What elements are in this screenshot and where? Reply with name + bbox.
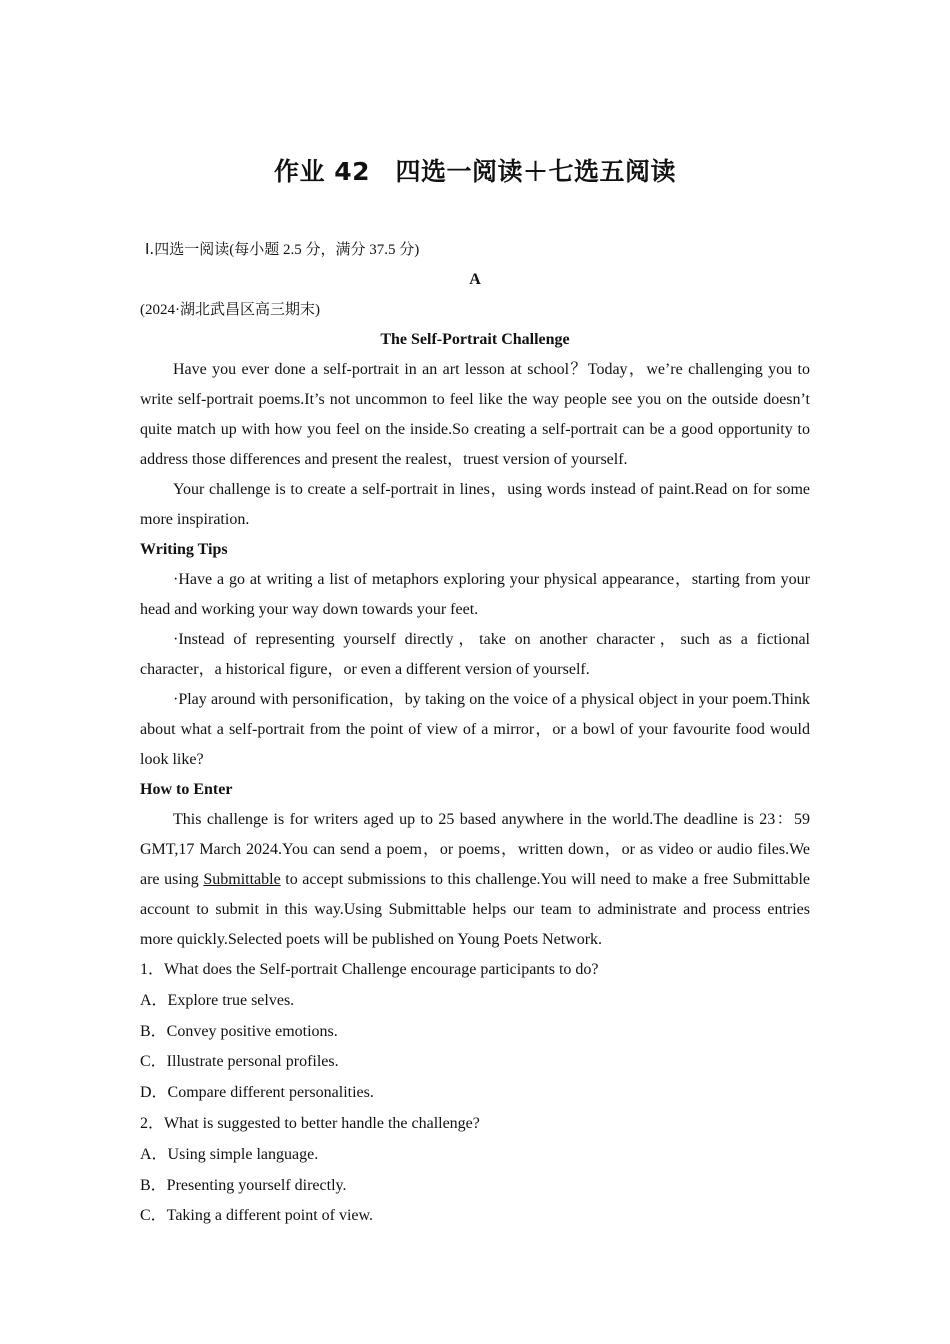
question-1-option-a: A．Explore true selves. [140, 991, 295, 1009]
question-1-option-b: B．Convey positive emotions. [140, 1022, 338, 1040]
tip-1: ·Have a go at writing a list of metaphors exploring your physical appearance，starting from your head and working your way down towards your feet. [140, 571, 810, 618]
section-label: Ⅰ.四选一阅读 [145, 240, 230, 258]
passage-letter: A [469, 271, 481, 288]
question-2-option-c: C．Taking a different point of view. [140, 1207, 374, 1225]
section-note: (每小题 2.5 分，满分 37.5 分) [229, 242, 420, 258]
submittable-link: Submittable [203, 871, 281, 888]
how-to-enter-heading: How to Enter [140, 781, 233, 798]
passage-source: (2024·湖北武昌区高三期末) [140, 302, 320, 318]
section-heading [140, 234, 810, 265]
question-1-option-c: C．Illustrate personal profiles. [140, 1053, 339, 1071]
enter-text-after: to accept submissions to this challenge.You will need to make a free Submittable account to submit in this way.Using Submittable helps our team to administrate and process entries more quickly.Selected poets will be published on Young Poets Network. [140, 871, 811, 948]
tip-3: ·Play around with personification，by taking on the voice of a physical object in your poem.Think about what a self-portrait from the point of view of a mirror，or a bowl of your favourite food would look like? [140, 691, 810, 768]
question-2-stem: 2．What is suggested to better handle the challenge? [140, 1114, 480, 1132]
question-1-option-d: D．Compare different personalities. [140, 1084, 374, 1102]
passage-title: The Self-Portrait Challenge [380, 331, 570, 348]
question-2-option-a: A．Using simple language. [140, 1145, 319, 1163]
document-body [140, 234, 810, 1232]
writing-tips-heading: Writing Tips [140, 541, 228, 558]
enter-paragraph [140, 805, 810, 955]
page-title: 作业 42 四选一阅读＋七选五阅读 [274, 157, 676, 186]
tip-2: ·Instead of representing yourself directly，take on another character，such as a fictional character，a historical figure，or even a different version of yourself. [140, 631, 810, 678]
enter-text-before: This challenge is for writers aged up to 25 based anywhere in the world.The deadline is 23：59 GMT,17 March 2024.You can send a poem，or poems，written down，or as video or audio files.We are using [140, 811, 810, 888]
question-2-option-b: B．Presenting yourself directly. [140, 1176, 347, 1194]
intro-paragraph-1: Have you ever done a self-portrait in an art lesson at school？Today，we’re challenging you to write self-portrait poems.It’s not uncommon to feel like the way people see you on the outside doesn’t quite match up with how you feel on the inside.So creating a self-portrait can be a good opportunity to address those differences and present the realest，truest version of yourself. [140, 361, 810, 468]
intro-paragraph-2: Your challenge is to create a self-portrait in lines，using words instead of paint.Read on for some more inspiration. [140, 481, 810, 528]
question-1-stem: 1．What does the Self-portrait Challenge encourage participants to do? [140, 961, 599, 978]
